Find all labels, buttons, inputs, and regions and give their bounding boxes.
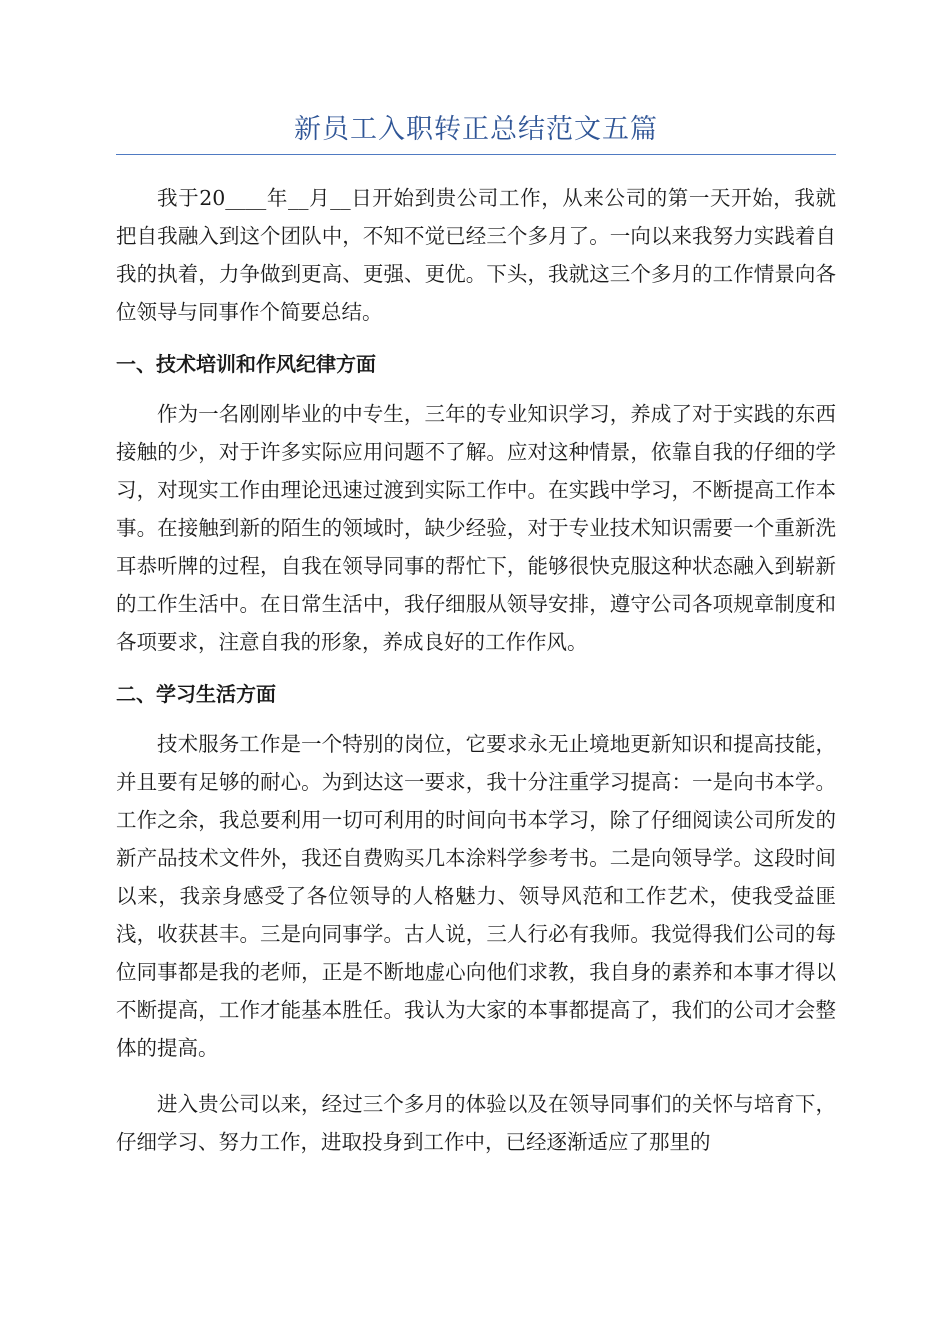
section-1-heading: 一、技术培训和作风纪律方面 xyxy=(116,352,376,376)
section-2-heading: 二、学习生活方面 xyxy=(116,682,276,706)
section-2-paragraph: 技术服务工作是一个特别的岗位，它要求永无止境地更新知识和提高技能，并且要有足够的耐心。为到达这一要求，我十分注重学习提高：一是向书本学。工作之余，我总要利用一切可利用的时间向书本学习，除了仔细阅读公司所发的新产品技术文件外，我还自费购买几本涂料学参考书。二是向领导学。这段时间以来，我亲身感受了各位领导的人格魅力、领导风范和工作艺术，使我受益匪浅，收获甚丰。三是向同事学。古人说，三人行必有我师。我觉得我们公司的每位同事都是我的老师，正是不断地虚心向他们求教，我自身的素养和本事才得以不断提高，工作才能基本胜任。我认为大家的本事都提高了，我们的公司才会整体的提高。 xyxy=(116,732,836,1060)
document-page xyxy=(116,110,836,1161)
document-title: 新员工入职转正总结范文五篇 xyxy=(116,110,836,155)
intro-paragraph: 我于20____年__月__日开始到贵公司工作，从来公司的第一天开始，我就把自我融入到这个团队中，不知不觉已经三个多月了。一向以来我努力实践着自我的执着，力争做到更高、更强、更优。下头，我就这三个多月的工作情景向各位领导与同事作个简要总结。 xyxy=(116,186,836,324)
section-1-paragraph: 作为一名刚刚毕业的中专生，三年的专业知识学习，养成了对于实践的东西接触的少，对于许多实际应用问题不了解。应对这种情景，依靠自我的仔细的学习，对现实工作由理论迅速过渡到实际工作中。在实践中学习，不断提高工作本事。在接触到新的陌生的领域时，缺少经验，对于专业技术知识需要一个重新洗耳恭听牌的过程，自我在领导同事的帮忙下，能够很快克服这种状态融入到崭新的工作生活中。在日常生活中，我仔细服从领导安排，遵守公司各项规章制度和各项要求，注意自我的形象，养成良好的工作作风。 xyxy=(116,402,836,654)
closing-paragraph: 进入贵公司以来，经过三个多月的体验以及在领导同事们的关怀与培育下，仔细学习、努力工作，进取投身到工作中，已经逐渐适应了那里的 xyxy=(116,1092,836,1154)
